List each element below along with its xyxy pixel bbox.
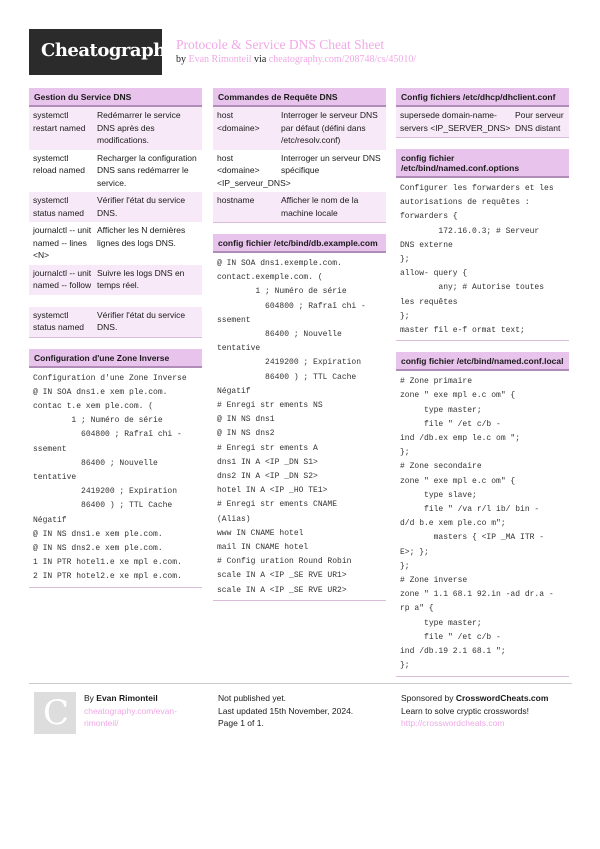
- page-header: [29, 29, 572, 75]
- code-line: hotel IN A <IP _HO TE1>: [217, 486, 328, 496]
- author-url-link-cont[interactable]: rimonteil/: [84, 718, 119, 728]
- section-title: Commandes de Requête DNS: [213, 88, 386, 107]
- code-line: 604800 ; Rafraî chi -: [217, 301, 366, 311]
- command-cell: journalctl -- unit named -- follow: [33, 267, 92, 290]
- code-line: ssement: [33, 444, 67, 454]
- code-line: forwarders {: [400, 212, 458, 222]
- description-cell: Vérifier l'état du service DNS.: [97, 195, 186, 218]
- code-line: zone " 1.1 68.1 92.in -ad dr.a -: [400, 590, 554, 600]
- code-line: zone " exe mpl e.c om" {: [400, 391, 516, 401]
- command-cell: [29, 297, 93, 304]
- sponsor-tagline: Learn to solve cryptic crosswords!: [401, 705, 530, 716]
- code-line: allow- query {: [400, 269, 468, 279]
- table-row: [29, 192, 202, 222]
- code-line: E>; };: [400, 547, 429, 557]
- code-line: dns1 IN A <IP _DN S1>: [217, 457, 318, 467]
- code-line: file " /et c/b -: [400, 419, 501, 429]
- code-line: master fil e-f ormat text;: [400, 326, 525, 336]
- code-line: @ IN SOA dns1.exemple.com.: [217, 259, 342, 268]
- description-cell: Afficher le nom de la machine locale: [281, 195, 359, 218]
- section-commandes-requete: [213, 88, 386, 223]
- code-block: [396, 371, 569, 676]
- code-line: # Zone secondaire: [400, 462, 482, 472]
- table-row: [213, 107, 386, 150]
- code-line: 86400 ; Nouvelle: [33, 458, 158, 468]
- code-line: masters { <IP _MA ITR -: [400, 533, 545, 543]
- code-line: file " /et c/b -: [400, 632, 501, 642]
- footer-publish-info: [218, 692, 353, 730]
- section-dhclient: [396, 88, 569, 138]
- section-named-options: [396, 149, 569, 341]
- code-line: contac t.e xem ple.com. (: [33, 401, 154, 411]
- code-block: [29, 368, 202, 588]
- page-count: Page 1 of 1.: [218, 718, 264, 728]
- code-line: scale IN A <IP _SE RVE UR2>: [217, 585, 347, 595]
- description-cell: Afficher les N dernières lignes des logs DNS.: [97, 225, 186, 248]
- code-line: 86400 ; Nouvelle: [217, 330, 342, 340]
- code-line: DNS externe: [400, 240, 453, 250]
- code-line: 2419200 ; Expiration: [33, 487, 178, 497]
- code-line: mail IN CNAME hotel: [217, 543, 309, 553]
- sponsor-url-link[interactable]: http://crosswordcheats.com: [401, 718, 505, 728]
- code-line: };: [400, 255, 410, 265]
- code-block: [213, 253, 386, 601]
- table-row: [29, 107, 202, 150]
- code-line: scale IN A <IP _SE RVE UR1>: [217, 571, 347, 581]
- by-label: By: [84, 693, 97, 703]
- command-cell: systemctl restart named: [33, 110, 86, 133]
- code-line: # Zone inverse: [400, 576, 468, 586]
- sponsor-name[interactable]: CrosswordCheats.com: [455, 693, 549, 703]
- code-line: @ IN NS dns1.e xem ple.com.: [33, 529, 163, 539]
- footer-author: [84, 692, 177, 730]
- section-title: Configuration d'une Zone Inverse: [29, 349, 202, 368]
- page-title: Protocole & Service DNS Cheat Sheet: [176, 37, 385, 52]
- description-cell: [93, 297, 202, 304]
- table-body: [213, 107, 386, 223]
- section-named-local: [396, 352, 569, 676]
- page-footer: [29, 683, 572, 743]
- avatar[interactable]: [34, 692, 76, 734]
- command-cell: host <domaine>: [217, 110, 260, 133]
- column-2: [213, 88, 386, 612]
- code-line: any; # Autorise toutes: [400, 283, 545, 293]
- code-line: # Enregi str ements A: [217, 443, 318, 453]
- code-line: @ IN NS dns2: [217, 429, 275, 439]
- command-cell: journalctl -- unit named -- lines <N>: [33, 225, 92, 260]
- code-line: contact.exemple.com. (: [217, 273, 323, 283]
- code-line: dns2 IN A <IP _DN S2>: [217, 472, 318, 482]
- command-cell: systemctl status named: [33, 309, 85, 332]
- by-prefix: by: [176, 54, 189, 65]
- section-title: config fichier /etc/bind/named.conf.options: [396, 149, 569, 178]
- code-line: 86400 ) ; TTL Cache: [217, 372, 357, 382]
- code-line: ssement: [217, 315, 251, 325]
- code-line: type master;: [400, 405, 482, 415]
- command-cell: supersede domain-name-servers <IP_SERVER_DNS>: [400, 110, 511, 133]
- code-line: autorisations de requêtes :: [400, 198, 530, 208]
- via-text: via: [251, 54, 269, 65]
- description-cell: Suivre les logs DNS en temps réel.: [97, 267, 185, 290]
- code-line: rp a" {: [400, 604, 434, 614]
- table-row: [29, 222, 202, 265]
- author-url-link[interactable]: cheatography.com/evan-: [84, 705, 177, 716]
- code-line: type slave;: [400, 490, 477, 500]
- code-line: @ IN NS dns2.e xem ple.com.: [33, 543, 163, 553]
- last-updated: Last updated 15th November, 2024.: [218, 705, 354, 716]
- table-row: [29, 295, 202, 307]
- section-db-example: [213, 234, 386, 601]
- author-link[interactable]: Evan Rimonteil: [188, 54, 252, 65]
- sponsor-prefix: Sponsored by: [401, 693, 456, 703]
- table-row: [29, 265, 202, 295]
- description-cell: Recharger la configuration DNS sans redémarrer le service.: [97, 152, 197, 188]
- code-line: les requêtes: [400, 297, 458, 307]
- code-line: };: [400, 311, 410, 321]
- section-title: config fichier /etc/bind/named.conf.local: [396, 352, 569, 371]
- code-line: 1 ; Numéro de série: [33, 416, 163, 426]
- code-line: # Config uration Round Robin: [217, 557, 352, 567]
- avatar-letter: C: [43, 693, 70, 733]
- code-block: [396, 178, 569, 341]
- footer-sponsor: [401, 692, 548, 730]
- code-line: Négatif: [33, 515, 67, 525]
- code-line: };: [400, 661, 410, 671]
- table-body: [29, 107, 202, 338]
- code-line: @ IN NS dns1: [217, 415, 275, 425]
- code-line: };: [400, 448, 410, 458]
- table-row: [29, 307, 202, 337]
- code-line: tentative: [217, 344, 261, 354]
- column-3: [396, 88, 569, 688]
- code-line: (Alias): [217, 514, 251, 524]
- code-line: # Enregi str ements CNAME: [217, 500, 338, 510]
- code-line: 2419200 ; Expiration: [217, 358, 362, 368]
- sheet-url-link[interactable]: cheatography.com/208748/cs/45010/: [268, 54, 417, 65]
- description-cell: Interroger un serveur DNS spécifique: [281, 152, 381, 175]
- table-row: [396, 107, 569, 137]
- code-line: Négatif: [217, 386, 251, 396]
- code-line: # Enregi str ements NS: [217, 401, 323, 411]
- code-line: Configurer les forwarders et les: [400, 184, 554, 193]
- command-cell: systemctl reload named: [33, 152, 85, 175]
- code-line: 172.16.0.3; # Serveur: [400, 226, 540, 236]
- code-line: zone " exe mpl e.c om" {: [400, 476, 516, 486]
- description-cell: Interroger le serveur DNS par défaut (défini dans /etc/resolv.conf): [281, 110, 378, 145]
- logo-text: Cheatography: [41, 40, 176, 61]
- section-gestion-dns: [29, 88, 202, 338]
- table-body: [396, 107, 569, 138]
- code-line: ind /db.19 2.1 68.1 ";: [400, 647, 506, 657]
- command-cell: systemctl status named: [33, 195, 85, 218]
- code-line: 604800 ; Rafraî chi -: [33, 430, 182, 440]
- code-line: tentative: [33, 472, 77, 482]
- code-line: 1 ; Numéro de série: [217, 287, 347, 297]
- description-cell: Redémarrer le service DNS après des modifications.: [97, 110, 181, 145]
- table-row: [213, 150, 386, 193]
- section-title: config fichier /etc/bind/db.example.com: [213, 234, 386, 253]
- section-zone-inverse: [29, 349, 202, 588]
- code-line: ind /db.ex emp le.c om ";: [400, 434, 521, 444]
- footer-author-name: Evan Rimonteil: [96, 693, 158, 703]
- command-cell: hostname: [217, 195, 255, 205]
- code-line: file " /va r/l ib/ bin -: [400, 505, 540, 515]
- code-line: # Zone primaire: [400, 377, 473, 387]
- code-line: @ IN SOA dns1.e xem ple.com.: [33, 387, 168, 397]
- table-row: [213, 192, 386, 222]
- column-1: [29, 88, 202, 599]
- byline: [176, 54, 416, 65]
- code-line: };: [400, 561, 410, 571]
- cheatography-logo[interactable]: [29, 29, 176, 75]
- code-line: 86400 ) ; TTL Cache: [33, 501, 173, 511]
- published-status: Not published yet.: [218, 693, 287, 703]
- section-title: Gestion du Service DNS: [29, 88, 202, 107]
- table-row: [29, 150, 202, 193]
- description-cell: Vérifier l'état du service DNS.: [97, 309, 186, 332]
- code-line: 1 IN PTR hotel1.e xe mpl e.com.: [33, 558, 182, 568]
- command-cell: host <domaine> <IP_serveur_DNS>: [217, 152, 291, 188]
- code-line: d/d b.e xem ple.co m";: [400, 519, 506, 529]
- code-line: Configuration d'une Zone Inverse: [33, 373, 187, 383]
- section-title: Config fichiers /etc/dhcp/dhclient.conf: [396, 88, 569, 107]
- code-line: 2 IN PTR hotel2.e xe mpl e.com.: [33, 572, 182, 582]
- code-line: type master;: [400, 618, 482, 628]
- description-cell: Pour serveur DNS distant: [515, 110, 564, 133]
- code-line: www IN CNAME hotel: [217, 528, 304, 538]
